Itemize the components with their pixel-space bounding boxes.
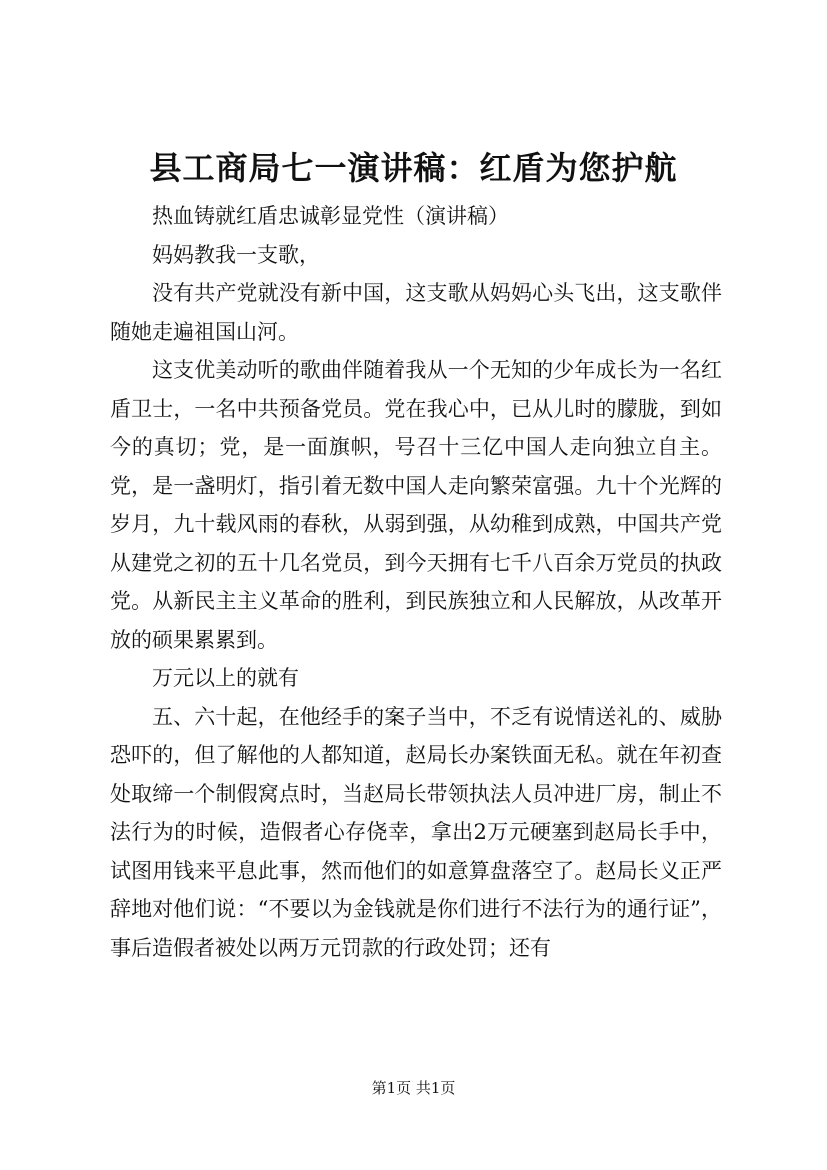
document-body — [110, 197, 722, 967]
document-title: 县工商局七一演讲稿：红盾为您护航 — [149, 149, 678, 187]
paragraph: 五、六十起，在他经手的案子当中，不乏有说情送礼的、威胁恐吓的，但了解他的人都知道，赵局长办案铁面无私。就在年初查处取缔一个制假窝点时，当赵局长带领执法人员冲进厂房，制止不法行为的时候，造假者心存侥幸，拿出2万元硬塞到赵局长手中，试图用钱来平息此事，然而他们的如意算盘落空了。赵局长义正严辞地对他们说：“不要以为金钱就是你们进行不法行为的通行证”，事后造假者被处以两万元罚款的行政处罚；还有 — [110, 704, 722, 960]
paragraph: 妈妈教我一支歌， — [152, 242, 320, 267]
paragraph: 万元以上的就有 — [152, 666, 299, 690]
paragraph-subtitle: 热血铸就红盾忠诚彰显党性（演讲稿） — [152, 204, 509, 228]
paragraph: 没有共产党就没有新中国，这支歌从妈妈心头飞出，这支歌伴随她走遍祖国山河。 — [110, 281, 722, 344]
paragraph: 这支优美动听的歌曲伴随着我从一个无知的少年成长为一名红盾卫士，一名中共预备党员。党在我心中，已从儿时的朦胧，到如今的真切；党，是一面旗帜，号召十三亿中国人走向独立自主。党，是一盏明灯，指引着无数中国人走向繁荣富强。九十个光辉的岁月，九十载风雨的春秋，从弱到强，从幼稚到成熟，中国共产党从建党之初的五十几名党员，到今天拥有七千八百余万党员的执政党。从新民主主义革命的胜利，到民族独立和人民解放，从改革开放的硕果累累到。 — [110, 358, 722, 652]
page-footer: 第1页 共1页 — [371, 1079, 456, 1097]
